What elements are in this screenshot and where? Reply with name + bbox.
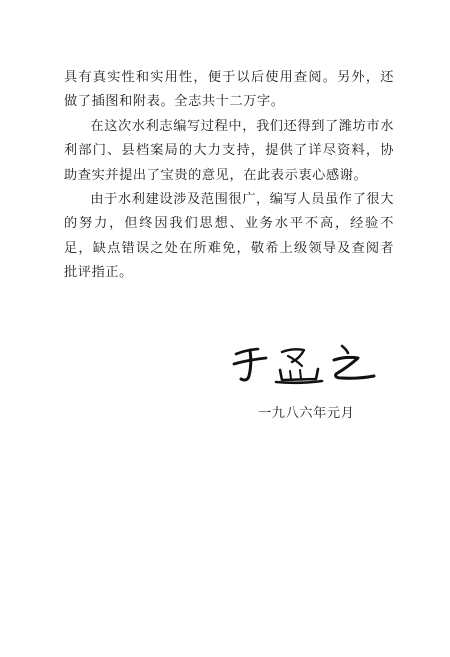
paragraph-acknowledgement: 在这次水利志编写过程中，我们还得到了潍坊市水利部门、县档案局的大力支持，提供了详尽资料，协助查实并提出了宝贵的意见，在此表示衷心感谢。 bbox=[64, 118, 394, 183]
paragraph-apology: 由于水利建设涉及范围很广，编写人员虽作了很大的努力，但终因我们思想、业务水平不高，经验不足，缺点错误之处在所难免，敬希上级领导及查阅者批评指正。 bbox=[64, 192, 394, 281]
paragraph-continuation: 具有真实性和实用性，便于以后使用查阅。另外，还做了插图和附表。全志共十二万字。 bbox=[64, 70, 394, 110]
signature-drawing bbox=[230, 340, 380, 390]
body-text bbox=[64, 66, 394, 286]
handwritten-signature bbox=[230, 340, 380, 390]
document-date: 一九八六年元月 bbox=[258, 406, 355, 421]
